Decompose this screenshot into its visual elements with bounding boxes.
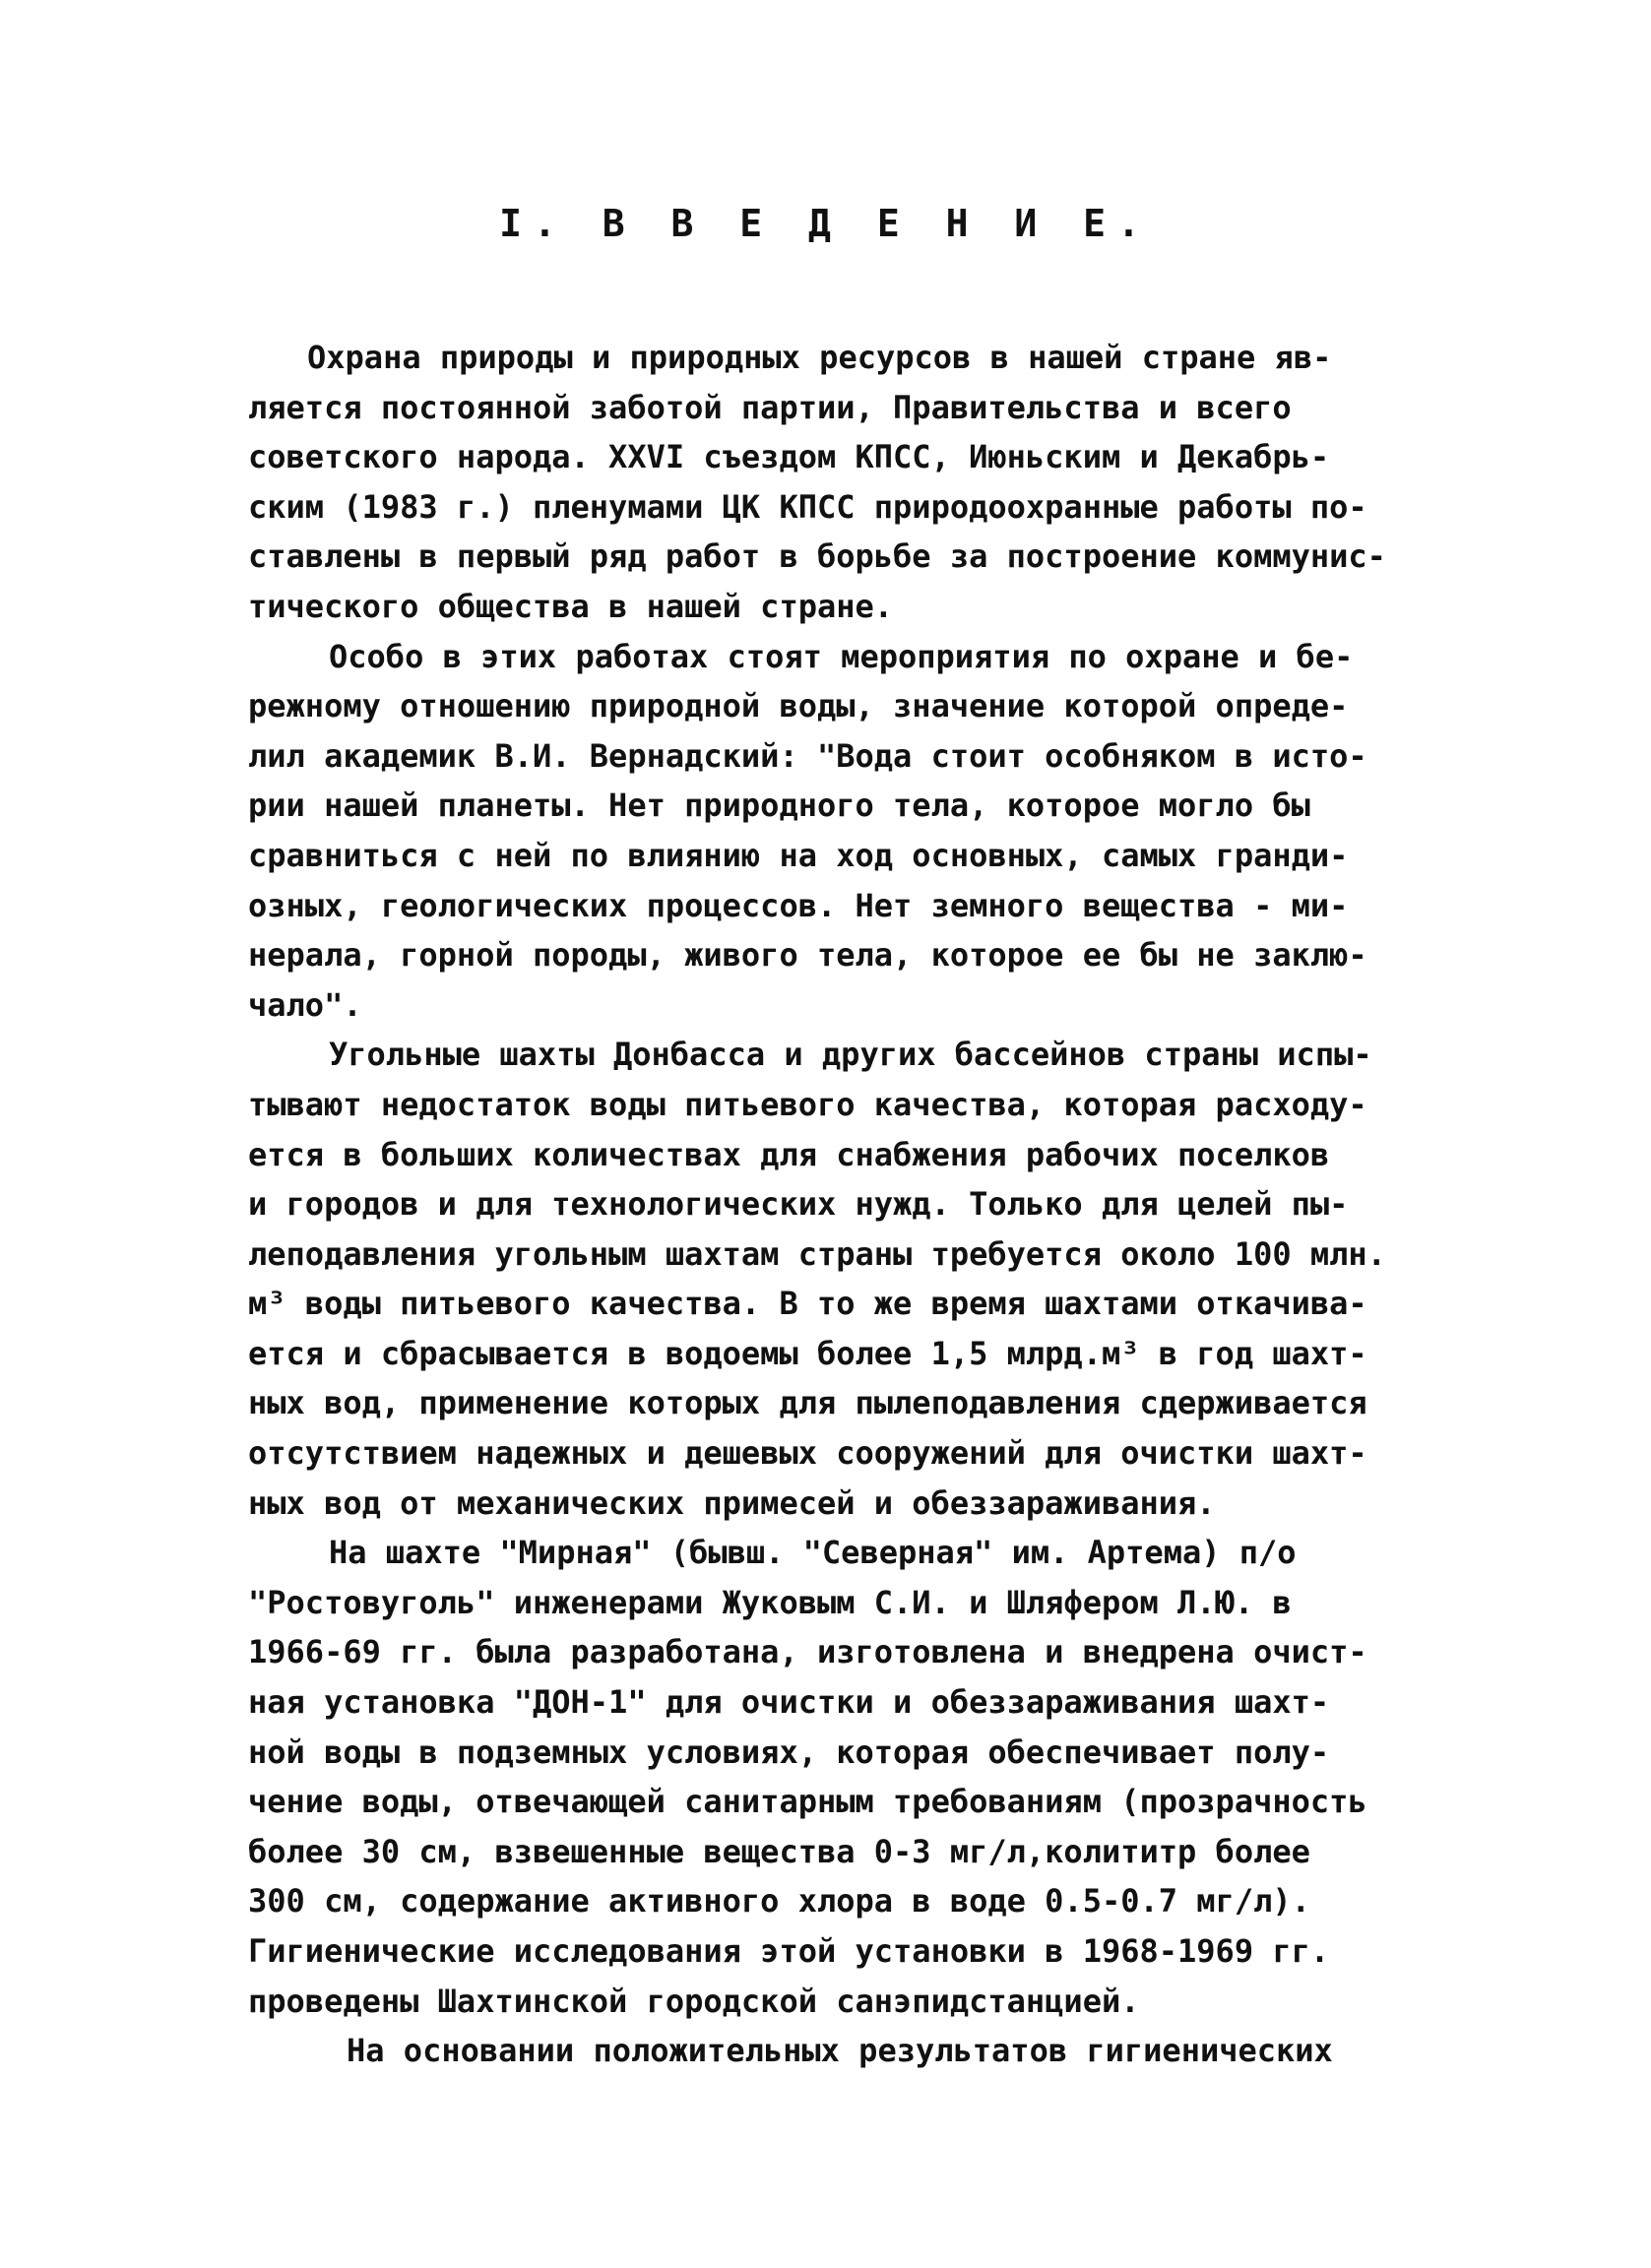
text-line: ским (1983 г.) пленумами ЦК КПСС природоохранные работы по- — [248, 487, 1367, 526]
text-line: 300 см, содержание активного хлора в воде 0.5-0.7 мг/л). — [248, 1882, 1310, 1921]
body-text — [248, 333, 1429, 2076]
text-line: советского народа. XXVI съездом КПСС, Июньским и Декабрь- — [248, 438, 1330, 476]
text-line: сравниться с ней по влиянию на ход основных, самых гранди- — [248, 836, 1349, 874]
text-line: ется в больших количествах для снабжения рабочих поселков — [248, 1135, 1330, 1173]
section-title: I. В В Е Д Е Н И Е. — [499, 202, 1152, 245]
text-line: нерала, горной породы, живого тела, которое ее бы не заклю- — [248, 936, 1367, 975]
text-line: ляется постоянной заботой партии, Правительства и всего — [248, 388, 1292, 426]
text-line: ставлены в первый ряд работ в борьбе за построение коммунис- — [248, 537, 1386, 576]
paragraph — [248, 632, 1429, 1031]
text-line: м³ воды питьевого качества. В то же время шахтами откачива- — [248, 1285, 1367, 1323]
text-line: озных, геологических процессов. Нет земного вещества - ми- — [248, 886, 1349, 924]
paragraph — [248, 1030, 1429, 1528]
text-line: проведены Шахтинской городской санэпидстанцией. — [248, 1982, 1140, 2020]
text-line: отсутствием надежных и дешевых сооружений для очистки шахт- — [248, 1434, 1367, 1473]
text-line: рии нашей планеты. Нет природного тела, которое могло бы — [248, 787, 1310, 825]
text-line: более 30 см, взвешенные вещества 0-3 мг/л,колититр более — [248, 1832, 1310, 1870]
text-line: Гигиенические исследования этой установки в 1968-1969 гг. — [248, 1932, 1330, 1970]
text-line: На шахте "Мирная" (бывш. "Северная" им. Артема) п/о — [329, 1534, 1297, 1572]
text-line: лил академик В.И. Вернадский: "Вода стоит особняком в исто- — [248, 736, 1367, 775]
text-line: и городов и для технологических нужд. Только для целей пы- — [248, 1185, 1349, 1224]
text-line: леподавления угольным шахтам страны требуется около 100 млн. — [248, 1234, 1386, 1273]
paragraph — [248, 1528, 1429, 2026]
text-line: На основании положительных результатов гигиенических — [347, 2032, 1333, 2070]
text-line: чение воды, отвечающей санитарным требованиям (прозрачность — [248, 1783, 1367, 1821]
text-line: ных вод от механических примесей и обеззараживания. — [248, 1483, 1216, 1522]
text-line: ная установка "ДОН-1" для очистки и обеззараживания шахт- — [248, 1683, 1330, 1722]
text-line: ных вод, применение которых для пылеподавления сдерживается — [248, 1384, 1367, 1422]
text-line: Охрана природы и природных ресурсов в нашей стране яв- — [307, 339, 1332, 376]
text-line: ется и сбрасывается в водоемы более 1,5 млрд.м³ в год шахт- — [248, 1334, 1367, 1372]
text-line: чало". — [248, 985, 362, 1024]
text-line: ной воды в подземных условиях, которая обеспечивает полу- — [248, 1732, 1330, 1771]
text-line: 1966-69 гг. была разработана, изготовлена и внедрена очист- — [248, 1633, 1367, 1671]
text-line: тического общества в нашей стране. — [248, 587, 894, 625]
text-line: режному отношению природной воды, значение которой опреде- — [248, 687, 1349, 725]
text-line: Угольные шахты Донбасса и других бассейнов страны испы- — [329, 1036, 1372, 1074]
text-line: "Ростовуголь" инженерами Жуковым С.И. и Шляфером Л.Ю. в — [248, 1583, 1292, 1621]
text-line: Особо в этих работах стоят мероприятия по охране и бе- — [329, 637, 1354, 675]
paragraph — [248, 2026, 1429, 2076]
text-line: тывают недостаток воды питьевого качества, которая расходу- — [248, 1085, 1367, 1123]
paragraph — [248, 333, 1429, 632]
